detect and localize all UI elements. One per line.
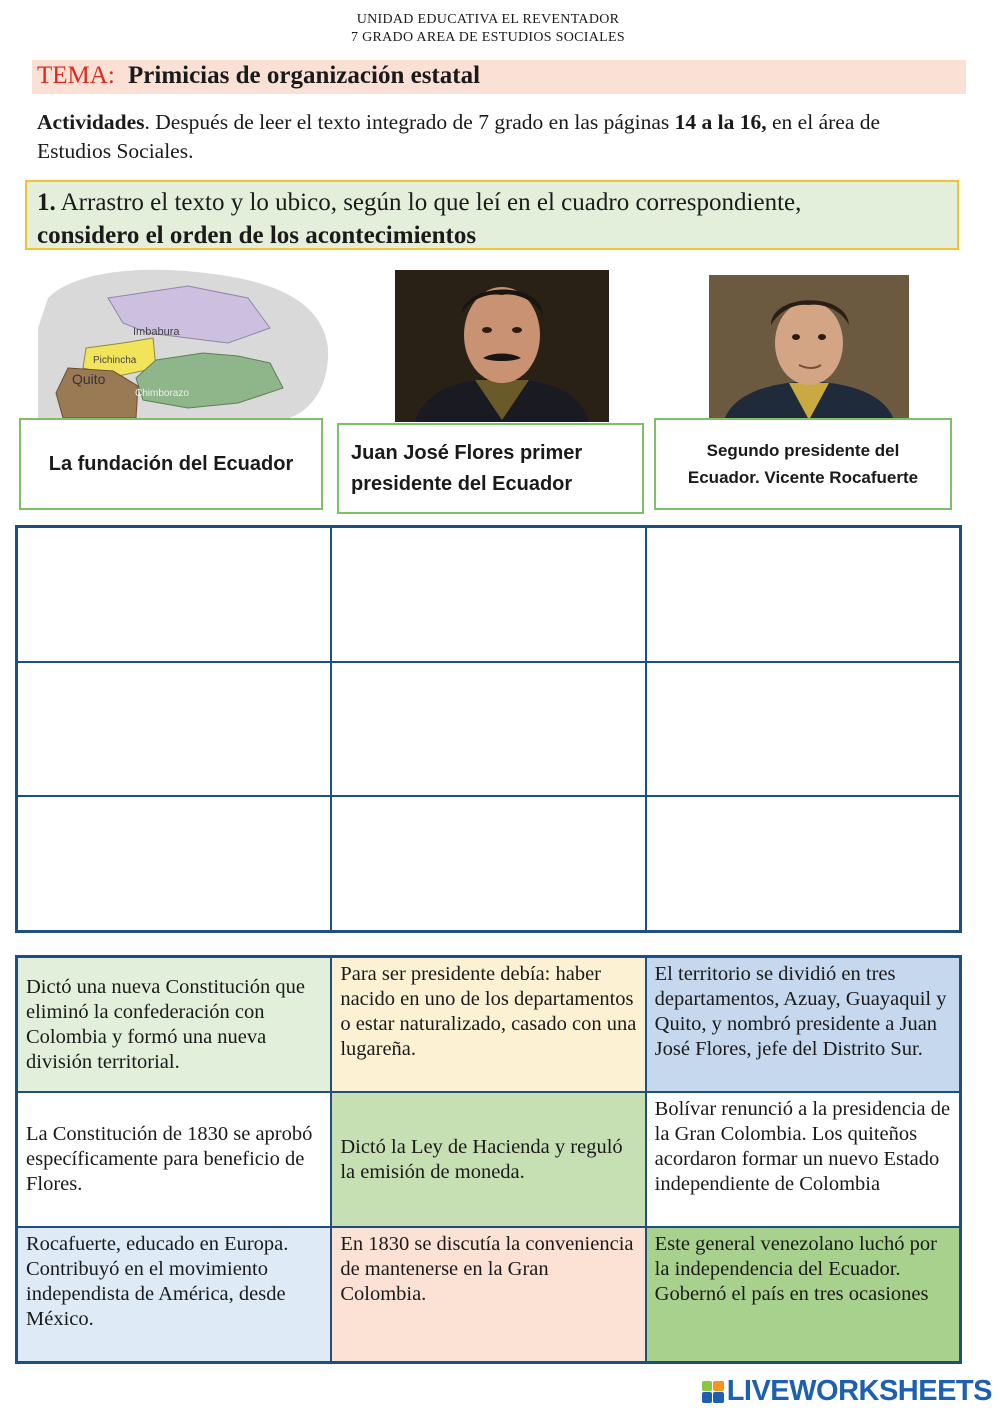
map-label-quito: Quito bbox=[72, 371, 106, 387]
option-text: Bolívar renunció a la presidencia de la Gran Colombia. Los quiteños acordaron formar un nuevo Estado independiente de Colombia bbox=[654, 1098, 951, 1195]
rocafuerte-portrait-image bbox=[709, 275, 909, 420]
drop-cell[interactable] bbox=[646, 662, 960, 797]
option-text: Rocafuerte, educado en Europa. Contribuyó en el movimiento independista de América, desde México. bbox=[26, 1233, 289, 1330]
drop-cell[interactable] bbox=[17, 662, 331, 797]
map-label-chimborazo: Chimborazo bbox=[135, 388, 189, 399]
activities-paragraph bbox=[37, 108, 937, 166]
activities-pages: 14 a la 16, bbox=[674, 110, 767, 134]
option-text: Para ser presidente debía: haber nacido en uno de los departamentos o estar naturalizado, casado con una lugareña. bbox=[340, 963, 637, 1060]
option-text: Dictó una nueva Constitución que eliminó la confederación con Colombia y formó una nueva división territorial. bbox=[26, 975, 305, 1073]
draggable-option[interactable] bbox=[331, 1227, 645, 1362]
draggable-options-grid bbox=[15, 955, 962, 1364]
drop-cell[interactable] bbox=[17, 527, 331, 662]
draggable-option[interactable] bbox=[646, 1227, 960, 1362]
drop-cell[interactable] bbox=[331, 527, 645, 662]
draggable-option[interactable] bbox=[646, 957, 960, 1092]
column-label-rocafuerte-text: Segundo presidente del Ecuador. Vicente Rocafuerte bbox=[687, 441, 919, 487]
drop-cell[interactable] bbox=[646, 527, 960, 662]
option-text: Este general venezolano luchó por la independencia del Ecuador. Gobernó el país en tres ocasiones bbox=[654, 1233, 937, 1305]
draggable-option[interactable] bbox=[331, 957, 645, 1092]
option-text: En 1830 se discutía la conveniencia de mantenerse en la Gran Colombia. bbox=[340, 1233, 634, 1305]
map-label-pichincha: Pichincha bbox=[93, 355, 137, 366]
instruction-number: 1. bbox=[37, 189, 56, 216]
liveworksheets-brand-text: LIVEWORKSHEETS bbox=[726, 1375, 992, 1407]
instruction-bold: considero el orden de los acontecimientos bbox=[37, 222, 477, 249]
column-label-flores bbox=[337, 423, 644, 514]
draggable-option[interactable] bbox=[646, 1092, 960, 1227]
column-label-fundacion-text: La fundación del Ecuador bbox=[48, 452, 294, 475]
school-name: UNIDAD EDUCATIVA EL REVENTADOR bbox=[356, 12, 620, 27]
column-label-rocafuerte bbox=[654, 418, 952, 510]
tema-label: TEMA: bbox=[37, 62, 115, 89]
column-label-flores-text: Juan José Flores primer presidente del Ecuador bbox=[351, 441, 583, 495]
draggable-option[interactable] bbox=[331, 1092, 645, 1227]
activities-text-1: . Después de leer el texto integrado de 7 grado en las páginas bbox=[144, 110, 675, 134]
option-text: Dictó la Ley de Hacienda y reguló la emisión de moneda. bbox=[340, 1135, 623, 1183]
draggable-option[interactable] bbox=[17, 957, 331, 1092]
drop-cell[interactable] bbox=[646, 796, 960, 931]
drop-cell[interactable] bbox=[331, 796, 645, 931]
option-text: La Constitución de 1830 se aprobó específicamente para beneficio de Flores. bbox=[26, 1123, 313, 1195]
grade-area: 7 GRADO AREA DE ESTUDIOS SOCIALES bbox=[351, 30, 625, 45]
instruction-box bbox=[25, 180, 959, 250]
liveworksheets-logo-icon bbox=[702, 1381, 724, 1403]
option-text: El territorio se dividió en tres departamentos, Azuay, Guayaquil y Quito, y nombró presidente a Juan José Flores, jefe del Distrito Sur. bbox=[654, 963, 947, 1060]
liveworksheets-brand bbox=[702, 1375, 992, 1408]
flores-portrait-image bbox=[395, 270, 609, 422]
draggable-option[interactable] bbox=[17, 1092, 331, 1227]
drop-cell[interactable] bbox=[331, 662, 645, 797]
drop-cell[interactable] bbox=[17, 796, 331, 931]
activities-text-2: en el área de Estudios Sociales. bbox=[37, 110, 881, 163]
column-label-fundacion bbox=[19, 418, 323, 510]
instruction-text: Arrastro el texto y lo ubico, según lo que leí en el cuadro correspondiente, bbox=[55, 189, 802, 216]
draggable-option[interactable] bbox=[17, 1227, 331, 1362]
drop-target-grid bbox=[15, 525, 962, 933]
ecuador-map-image bbox=[38, 268, 331, 420]
activities-lead: Actividades bbox=[37, 110, 145, 134]
map-label-imbabura: Imbabura bbox=[133, 326, 180, 338]
tema-title: Primicias de organización estatal bbox=[128, 62, 481, 89]
